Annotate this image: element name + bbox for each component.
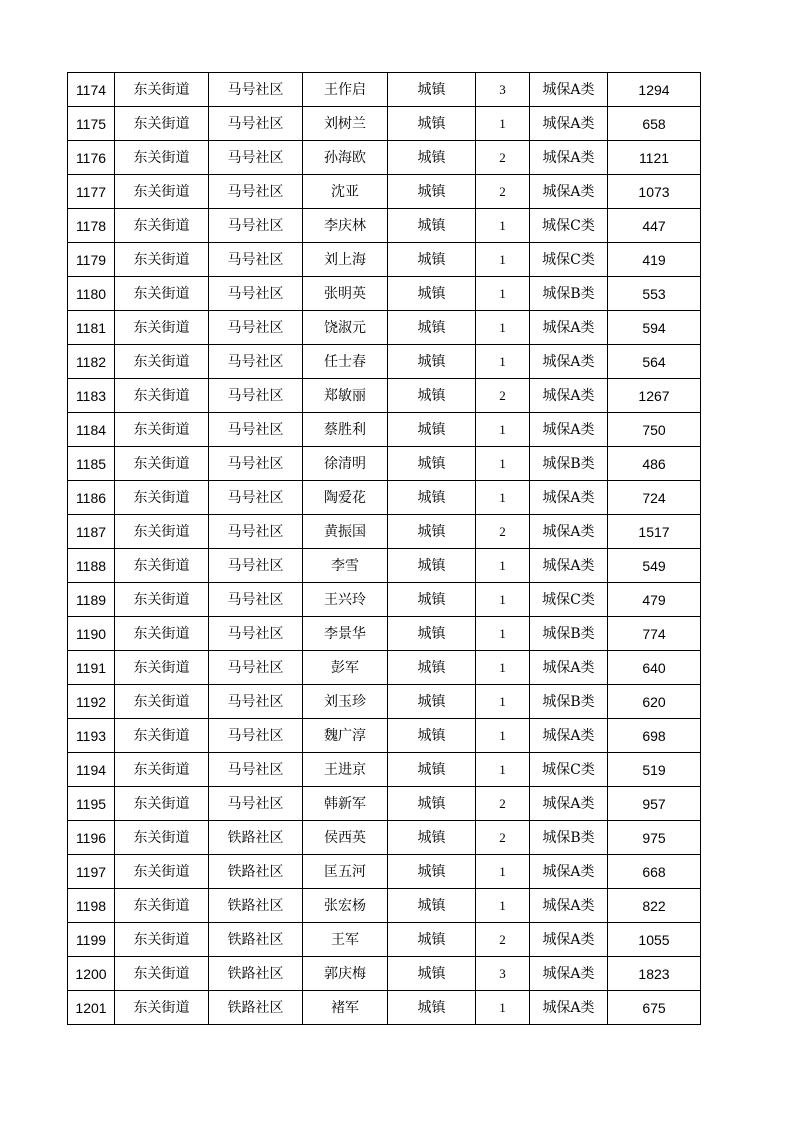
name-cell: 徐清明: [303, 447, 388, 481]
amount-cell: 724: [608, 481, 701, 515]
row-number-cell: 1177: [68, 175, 115, 209]
household-count-cell: 1: [476, 685, 530, 719]
area-type-cell: 城镇: [388, 651, 476, 685]
amount-cell: 675: [608, 991, 701, 1025]
row-number-cell: 1182: [68, 345, 115, 379]
community-cell: 马号社区: [209, 583, 303, 617]
name-cell: 褚军: [303, 991, 388, 1025]
amount-cell: 1294: [608, 73, 701, 107]
insurance-category-cell: 城保A类: [530, 311, 608, 345]
subdistrict-cell: 东关街道: [115, 209, 209, 243]
amount-cell: 668: [608, 855, 701, 889]
table-row: [68, 277, 701, 311]
subdistrict-cell: 东关街道: [115, 685, 209, 719]
name-cell: 孙海欧: [303, 141, 388, 175]
insurance-category-cell: 城保B类: [530, 447, 608, 481]
name-cell: 任士春: [303, 345, 388, 379]
community-cell: 马号社区: [209, 787, 303, 821]
insurance-category-cell: 城保B类: [530, 277, 608, 311]
household-count-cell: 1: [476, 277, 530, 311]
name-cell: 匡五河: [303, 855, 388, 889]
subdistrict-cell: 东关街道: [115, 175, 209, 209]
insurance-category-cell: 城保A类: [530, 141, 608, 175]
name-cell: 张宏杨: [303, 889, 388, 923]
community-cell: 马号社区: [209, 719, 303, 753]
row-number-cell: 1195: [68, 787, 115, 821]
row-number-cell: 1176: [68, 141, 115, 175]
insurance-category-cell: 城保A类: [530, 719, 608, 753]
household-count-cell: 1: [476, 311, 530, 345]
amount-cell: 1073: [608, 175, 701, 209]
amount-cell: 750: [608, 413, 701, 447]
area-type-cell: 城镇: [388, 923, 476, 957]
insurance-category-cell: 城保B类: [530, 617, 608, 651]
subdistrict-cell: 东关街道: [115, 753, 209, 787]
household-count-cell: 1: [476, 413, 530, 447]
community-cell: 马号社区: [209, 243, 303, 277]
name-cell: 蔡胜利: [303, 413, 388, 447]
subdistrict-cell: 东关街道: [115, 141, 209, 175]
name-cell: 陶爱花: [303, 481, 388, 515]
area-type-cell: 城镇: [388, 821, 476, 855]
area-type-cell: 城镇: [388, 175, 476, 209]
table-row: [68, 141, 701, 175]
household-count-cell: 2: [476, 379, 530, 413]
subdistrict-cell: 东关街道: [115, 923, 209, 957]
insurance-category-cell: 城保A类: [530, 379, 608, 413]
insurance-category-cell: 城保A类: [530, 787, 608, 821]
row-number-cell: 1191: [68, 651, 115, 685]
table-row: [68, 413, 701, 447]
subdistrict-cell: 东关街道: [115, 719, 209, 753]
community-cell: 铁路社区: [209, 991, 303, 1025]
subdistrict-cell: 东关街道: [115, 107, 209, 141]
insurance-category-cell: 城保A类: [530, 175, 608, 209]
area-type-cell: 城镇: [388, 107, 476, 141]
subdistrict-cell: 东关街道: [115, 617, 209, 651]
row-number-cell: 1188: [68, 549, 115, 583]
area-type-cell: 城镇: [388, 685, 476, 719]
household-count-cell: 1: [476, 243, 530, 277]
household-count-cell: 2: [476, 141, 530, 175]
row-number-cell: 1196: [68, 821, 115, 855]
name-cell: 李庆林: [303, 209, 388, 243]
row-number-cell: 1185: [68, 447, 115, 481]
row-number-cell: 1190: [68, 617, 115, 651]
amount-cell: 975: [608, 821, 701, 855]
table-row: [68, 651, 701, 685]
area-type-cell: 城镇: [388, 787, 476, 821]
community-cell: 马号社区: [209, 617, 303, 651]
amount-cell: 419: [608, 243, 701, 277]
name-cell: 彭军: [303, 651, 388, 685]
household-count-cell: 2: [476, 175, 530, 209]
subdistrict-cell: 东关街道: [115, 277, 209, 311]
insurance-category-cell: 城保A类: [530, 957, 608, 991]
insurance-category-cell: 城保B类: [530, 685, 608, 719]
name-cell: 张明英: [303, 277, 388, 311]
community-cell: 马号社区: [209, 141, 303, 175]
row-number-cell: 1187: [68, 515, 115, 549]
area-type-cell: 城镇: [388, 719, 476, 753]
community-cell: 铁路社区: [209, 957, 303, 991]
household-count-cell: 1: [476, 583, 530, 617]
household-count-cell: 1: [476, 447, 530, 481]
area-type-cell: 城镇: [388, 141, 476, 175]
subdistrict-cell: 东关街道: [115, 447, 209, 481]
table-row: [68, 855, 701, 889]
household-count-cell: 2: [476, 821, 530, 855]
community-cell: 马号社区: [209, 175, 303, 209]
area-type-cell: 城镇: [388, 379, 476, 413]
area-type-cell: 城镇: [388, 617, 476, 651]
row-number-cell: 1183: [68, 379, 115, 413]
amount-cell: 1823: [608, 957, 701, 991]
amount-cell: 594: [608, 311, 701, 345]
name-cell: 王进京: [303, 753, 388, 787]
table-row: [68, 889, 701, 923]
subdistrict-cell: 东关街道: [115, 413, 209, 447]
insurance-category-cell: 城保C类: [530, 209, 608, 243]
amount-cell: 486: [608, 447, 701, 481]
subdistrict-cell: 东关街道: [115, 311, 209, 345]
table-row: [68, 175, 701, 209]
household-count-cell: 1: [476, 481, 530, 515]
name-cell: 郭庆梅: [303, 957, 388, 991]
amount-cell: 774: [608, 617, 701, 651]
subdistrict-cell: 东关街道: [115, 991, 209, 1025]
amount-cell: 479: [608, 583, 701, 617]
table-row: [68, 515, 701, 549]
table-row: [68, 107, 701, 141]
area-type-cell: 城镇: [388, 311, 476, 345]
subdistrict-cell: 东关街道: [115, 583, 209, 617]
area-type-cell: 城镇: [388, 447, 476, 481]
amount-cell: 553: [608, 277, 701, 311]
table-row: [68, 957, 701, 991]
subdistrict-cell: 东关街道: [115, 515, 209, 549]
community-cell: 马号社区: [209, 277, 303, 311]
table-row: [68, 549, 701, 583]
subdistrict-cell: 东关街道: [115, 651, 209, 685]
household-count-cell: 1: [476, 753, 530, 787]
insurance-category-cell: 城保A类: [530, 413, 608, 447]
insurance-category-cell: 城保A类: [530, 651, 608, 685]
insurance-category-cell: 城保A类: [530, 515, 608, 549]
table-row: [68, 617, 701, 651]
household-count-cell: 1: [476, 719, 530, 753]
table-row: [68, 685, 701, 719]
insurance-category-cell: 城保A类: [530, 889, 608, 923]
amount-cell: 1055: [608, 923, 701, 957]
area-type-cell: 城镇: [388, 889, 476, 923]
area-type-cell: 城镇: [388, 413, 476, 447]
row-number-cell: 1200: [68, 957, 115, 991]
amount-cell: 519: [608, 753, 701, 787]
table-row: [68, 481, 701, 515]
row-number-cell: 1174: [68, 73, 115, 107]
name-cell: 郑敏丽: [303, 379, 388, 413]
row-number-cell: 1189: [68, 583, 115, 617]
community-cell: 马号社区: [209, 379, 303, 413]
insurance-category-cell: 城保A类: [530, 73, 608, 107]
table-row: [68, 719, 701, 753]
row-number-cell: 1180: [68, 277, 115, 311]
area-type-cell: 城镇: [388, 855, 476, 889]
area-type-cell: 城镇: [388, 515, 476, 549]
household-count-cell: 1: [476, 209, 530, 243]
community-cell: 马号社区: [209, 311, 303, 345]
table-row: [68, 923, 701, 957]
insurance-category-cell: 城保C类: [530, 583, 608, 617]
area-type-cell: 城镇: [388, 991, 476, 1025]
insurance-category-cell: 城保B类: [530, 821, 608, 855]
name-cell: 刘树兰: [303, 107, 388, 141]
household-count-cell: 1: [476, 549, 530, 583]
name-cell: 韩新军: [303, 787, 388, 821]
name-cell: 王作启: [303, 73, 388, 107]
name-cell: 刘上海: [303, 243, 388, 277]
community-cell: 马号社区: [209, 481, 303, 515]
amount-cell: 447: [608, 209, 701, 243]
insurance-category-cell: 城保A类: [530, 549, 608, 583]
table-row: [68, 209, 701, 243]
household-count-cell: 2: [476, 515, 530, 549]
amount-cell: 1517: [608, 515, 701, 549]
row-number-cell: 1181: [68, 311, 115, 345]
name-cell: 王兴玲: [303, 583, 388, 617]
area-type-cell: 城镇: [388, 243, 476, 277]
subdistrict-cell: 东关街道: [115, 889, 209, 923]
community-cell: 马号社区: [209, 447, 303, 481]
household-count-cell: 1: [476, 991, 530, 1025]
household-count-cell: 2: [476, 787, 530, 821]
subdistrict-cell: 东关街道: [115, 379, 209, 413]
row-number-cell: 1201: [68, 991, 115, 1025]
subdistrict-cell: 东关街道: [115, 957, 209, 991]
area-type-cell: 城镇: [388, 549, 476, 583]
community-cell: 马号社区: [209, 345, 303, 379]
subdistrict-cell: 东关街道: [115, 855, 209, 889]
area-type-cell: 城镇: [388, 753, 476, 787]
household-count-cell: 1: [476, 345, 530, 379]
amount-cell: 1267: [608, 379, 701, 413]
insurance-category-cell: 城保A类: [530, 923, 608, 957]
community-cell: 马号社区: [209, 107, 303, 141]
amount-cell: 822: [608, 889, 701, 923]
row-number-cell: 1178: [68, 209, 115, 243]
household-count-cell: 3: [476, 73, 530, 107]
row-number-cell: 1197: [68, 855, 115, 889]
area-type-cell: 城镇: [388, 481, 476, 515]
subdistrict-cell: 东关街道: [115, 243, 209, 277]
table-row: [68, 311, 701, 345]
table-row: [68, 821, 701, 855]
amount-cell: 640: [608, 651, 701, 685]
amount-cell: 698: [608, 719, 701, 753]
household-count-cell: 1: [476, 651, 530, 685]
area-type-cell: 城镇: [388, 957, 476, 991]
row-number-cell: 1186: [68, 481, 115, 515]
table-row: [68, 753, 701, 787]
table-row: [68, 379, 701, 413]
row-number-cell: 1199: [68, 923, 115, 957]
insurance-category-cell: 城保A类: [530, 107, 608, 141]
row-number-cell: 1198: [68, 889, 115, 923]
name-cell: 李雪: [303, 549, 388, 583]
household-count-cell: 2: [476, 923, 530, 957]
amount-cell: 620: [608, 685, 701, 719]
table-row: [68, 583, 701, 617]
table-body: [68, 73, 701, 1025]
table-row: [68, 447, 701, 481]
household-count-cell: 1: [476, 855, 530, 889]
community-cell: 马号社区: [209, 413, 303, 447]
amount-cell: 658: [608, 107, 701, 141]
row-number-cell: 1194: [68, 753, 115, 787]
row-number-cell: 1175: [68, 107, 115, 141]
row-number-cell: 1193: [68, 719, 115, 753]
insurance-category-cell: 城保A类: [530, 481, 608, 515]
amount-cell: 549: [608, 549, 701, 583]
area-type-cell: 城镇: [388, 277, 476, 311]
table-row: [68, 243, 701, 277]
table-row: [68, 345, 701, 379]
table-row: [68, 787, 701, 821]
data-table: [67, 72, 701, 1025]
community-cell: 铁路社区: [209, 889, 303, 923]
household-count-cell: 1: [476, 107, 530, 141]
household-count-cell: 1: [476, 889, 530, 923]
insurance-category-cell: 城保A类: [530, 345, 608, 379]
insurance-category-cell: 城保A类: [530, 855, 608, 889]
subdistrict-cell: 东关街道: [115, 787, 209, 821]
amount-cell: 957: [608, 787, 701, 821]
community-cell: 马号社区: [209, 753, 303, 787]
community-cell: 马号社区: [209, 549, 303, 583]
table-row: [68, 73, 701, 107]
name-cell: 李景华: [303, 617, 388, 651]
row-number-cell: 1184: [68, 413, 115, 447]
name-cell: 饶淑元: [303, 311, 388, 345]
area-type-cell: 城镇: [388, 583, 476, 617]
subdistrict-cell: 东关街道: [115, 345, 209, 379]
community-cell: 马号社区: [209, 209, 303, 243]
insurance-category-cell: 城保C类: [530, 753, 608, 787]
subdistrict-cell: 东关街道: [115, 73, 209, 107]
subdistrict-cell: 东关街道: [115, 821, 209, 855]
household-count-cell: 1: [476, 617, 530, 651]
row-number-cell: 1179: [68, 243, 115, 277]
community-cell: 马号社区: [209, 651, 303, 685]
subdistrict-cell: 东关街道: [115, 481, 209, 515]
subdistrict-cell: 东关街道: [115, 549, 209, 583]
name-cell: 魏广淳: [303, 719, 388, 753]
area-type-cell: 城镇: [388, 73, 476, 107]
amount-cell: 564: [608, 345, 701, 379]
community-cell: 马号社区: [209, 73, 303, 107]
name-cell: 刘玉珍: [303, 685, 388, 719]
community-cell: 铁路社区: [209, 923, 303, 957]
row-number-cell: 1192: [68, 685, 115, 719]
community-cell: 马号社区: [209, 685, 303, 719]
insurance-category-cell: 城保C类: [530, 243, 608, 277]
community-cell: 铁路社区: [209, 855, 303, 889]
name-cell: 沈亚: [303, 175, 388, 209]
insurance-category-cell: 城保A类: [530, 991, 608, 1025]
name-cell: 王军: [303, 923, 388, 957]
area-type-cell: 城镇: [388, 209, 476, 243]
community-cell: 铁路社区: [209, 821, 303, 855]
amount-cell: 1121: [608, 141, 701, 175]
community-cell: 马号社区: [209, 515, 303, 549]
household-count-cell: 3: [476, 957, 530, 991]
table-row: [68, 991, 701, 1025]
name-cell: 侯西英: [303, 821, 388, 855]
name-cell: 黄振国: [303, 515, 388, 549]
area-type-cell: 城镇: [388, 345, 476, 379]
